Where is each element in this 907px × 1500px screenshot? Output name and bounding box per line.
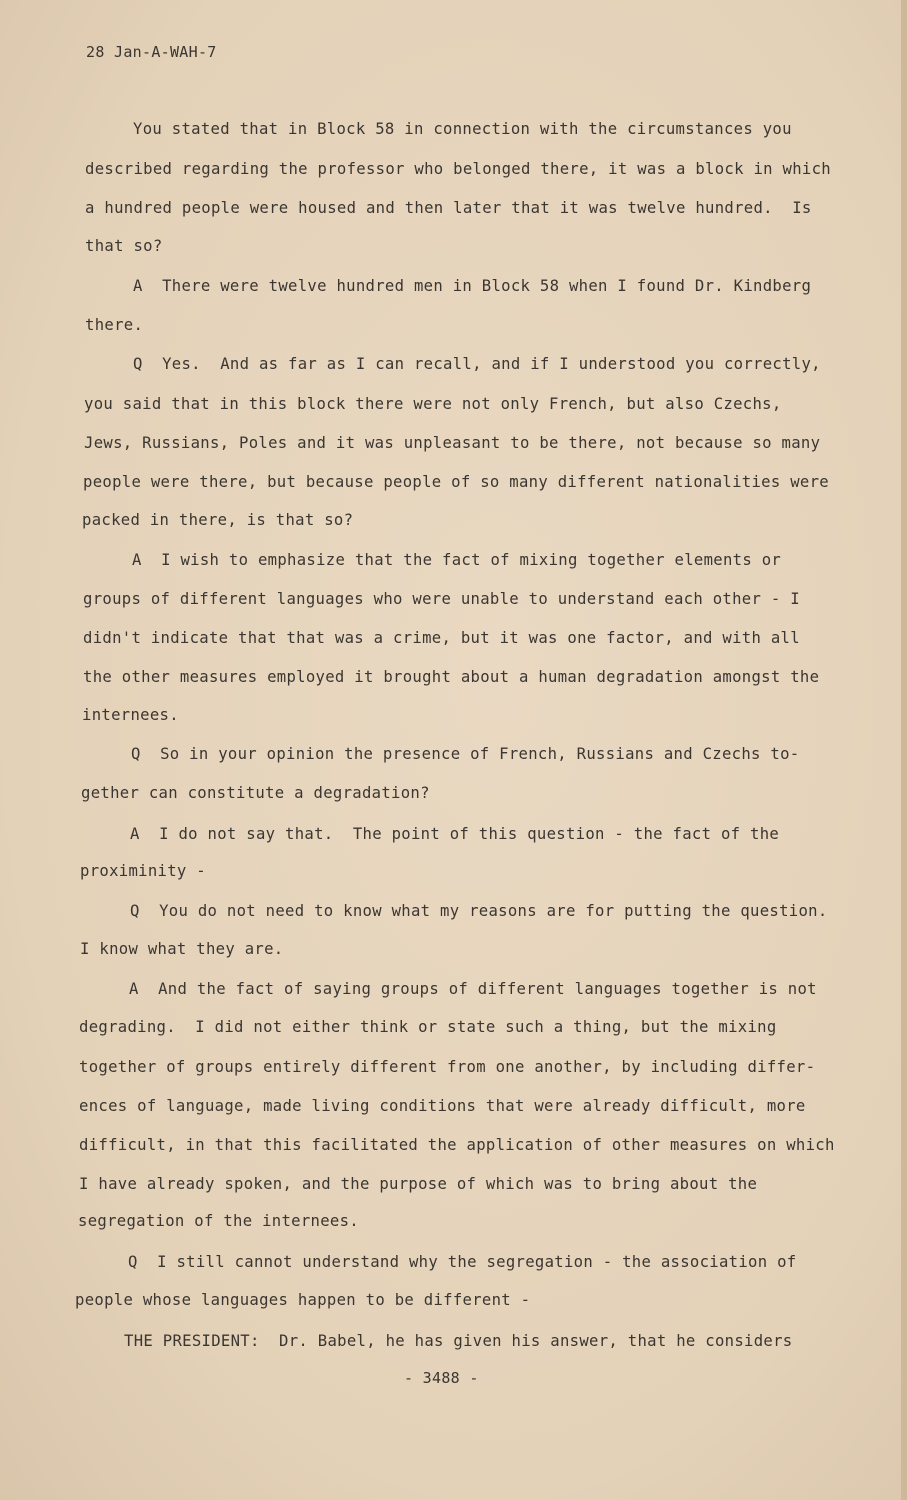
transcript-line: Q I still cannot understand why the segregation - the association of [128,1253,797,1271]
transcript-line: people whose languages happen to be different - [75,1291,531,1309]
transcript-line: A And the fact of saying groups of different languages together is not [129,980,817,998]
transcript-line: you said that in this block there were not only French, but also Czechs, [84,395,782,413]
transcript-line: groups of different languages who were unable to understand each other - I [83,590,800,608]
transcript-line: gether can constitute a degradation? [81,784,430,802]
transcript-line: difficult, in that this facilitated the application of other measures on which [79,1136,835,1154]
transcript-line: a hundred people were housed and then later that it was twelve hundred. Is [85,199,812,217]
transcript-line: I know what they are. [80,940,284,958]
transcript-line: Q So in your opinion the presence of French, Russians and Czechs to- [131,745,800,763]
page-number: - 3488 - [404,1369,479,1387]
transcript-line: A I wish to emphasize that the fact of mixing together elements or [132,551,782,569]
transcript-line: ences of language, made living conditions that were already difficult, more [79,1097,806,1115]
transcript-line: internees. [82,706,179,724]
transcript-line: didn't indicate that that was a crime, but it was one factor, and with all [83,629,800,647]
transcript-line: A There were twelve hundred men in Block 58 when I found Dr. Kindberg [133,277,812,295]
transcript-line: Jews, Russians, Poles and it was unpleasant to be there, not because so many [84,434,821,452]
transcript-line: Q You do not need to know what my reasons are for putting the question. [130,902,828,920]
transcript-line: there. [85,316,144,334]
transcript-line: proximinity - [80,862,206,880]
transcript-line: together of groups entirely different from one another, by including differ- [79,1058,816,1076]
transcript-line: segregation of the internees. [78,1212,359,1230]
page-header: 28 Jan-A-WAH-7 [86,43,217,61]
transcript-line: that so? [85,237,163,255]
transcript-line: the other measures employed it brought about a human degradation amongst the [83,668,820,686]
transcript-line: A I do not say that. The point of this question - the fact of the [130,825,780,843]
transcript-line: I have already spoken, and the purpose of which was to bring about the [79,1175,758,1193]
transcript-line: people were there, but because people of so many different nationalities were [83,473,829,491]
transcript-line: THE PRESIDENT: Dr. Babel, he has given his answer, that he considers [124,1332,793,1350]
transcript-line: packed in there, is that so? [82,511,354,529]
transcript-line: described regarding the professor who belonged there, it was a block in which [85,160,831,178]
transcript-line: degrading. I did not either think or state such a thing, but the mixing [79,1018,777,1036]
transcript-line: You stated that in Block 58 in connection with the circumstances you [133,120,792,138]
transcript-line: Q Yes. And as far as I can recall, and if I understood you correctly, [133,355,821,373]
